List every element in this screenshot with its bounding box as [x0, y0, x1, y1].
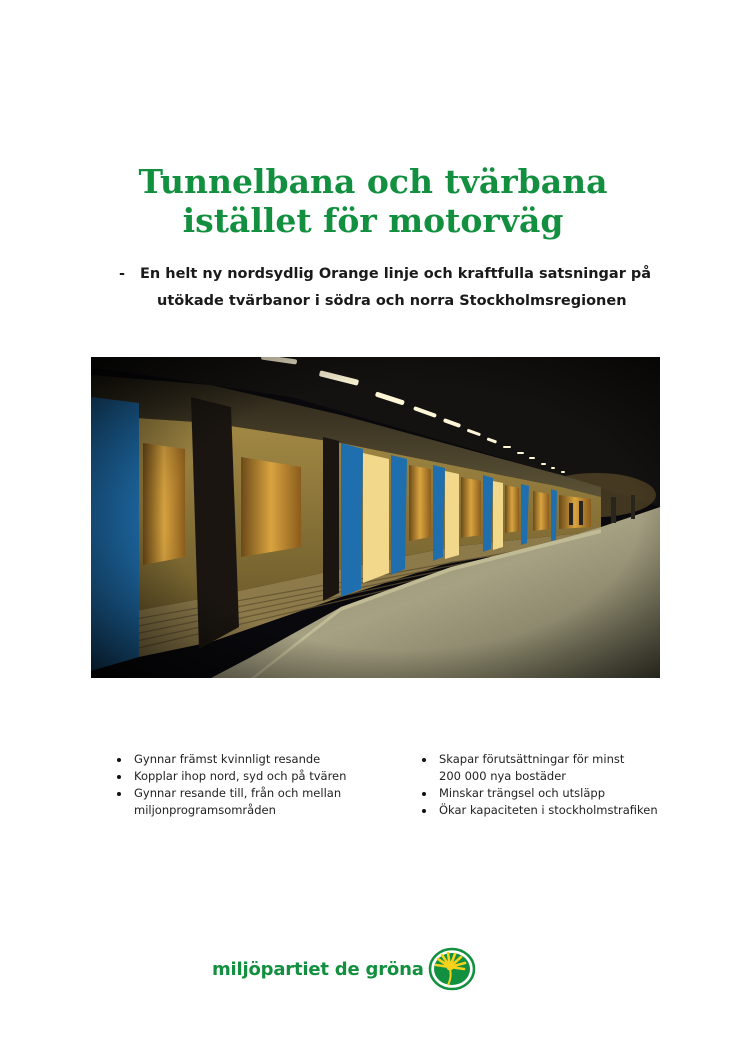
list-item-text: Gynnar resande till, från och mellan [134, 786, 342, 800]
subtitle-dash: - [119, 266, 126, 282]
list-item-text: Ökar kapaciteten i stockholmstrafiken [439, 803, 658, 817]
list-item [420, 751, 680, 785]
title-line-1: Tunnelbana och tvärbana [138, 162, 608, 201]
subtitle [119, 261, 679, 315]
subtitle-line-1: En helt ny nordsydlig Orange linje och kraftfulla satsningar på [140, 266, 652, 282]
metro-train-illustration [91, 357, 660, 678]
bullet-dot [422, 758, 426, 762]
list-item-text: 200 000 nya bostäder [439, 769, 566, 783]
dandelion-icon [428, 947, 476, 991]
title-line-2: istället för motorväg [182, 201, 564, 240]
bullet-dot [422, 792, 426, 796]
list-item [420, 802, 680, 819]
bullet-dot [117, 792, 121, 796]
subtitle-line-2: utökade tvärbanor i södra och norra Stockholmsregionen [157, 293, 627, 309]
list-item-text: Skapar förutsättningar för minst [439, 752, 625, 766]
bullet-dot [117, 758, 121, 762]
bullet-list-right [420, 751, 680, 819]
list-item-text: Kopplar ihop nord, syd och på tvären [134, 769, 347, 783]
list-item [115, 768, 385, 785]
bullet-dot [117, 775, 121, 779]
list-item-text: Minskar trängsel och utsläpp [439, 786, 606, 800]
list-item [420, 785, 680, 802]
page-title [0, 162, 746, 240]
party-logo [212, 946, 476, 992]
bullet-dot [422, 809, 426, 813]
list-item-text: Gynnar främst kvinnligt resande [134, 752, 321, 766]
list-item-text: miljonprogramsområden [134, 803, 276, 817]
list-item [115, 785, 385, 819]
train-photo [91, 357, 660, 678]
bullet-list-left [115, 751, 385, 819]
logo-text: miljöpartiet de gröna [212, 958, 424, 980]
list-item [115, 751, 385, 768]
